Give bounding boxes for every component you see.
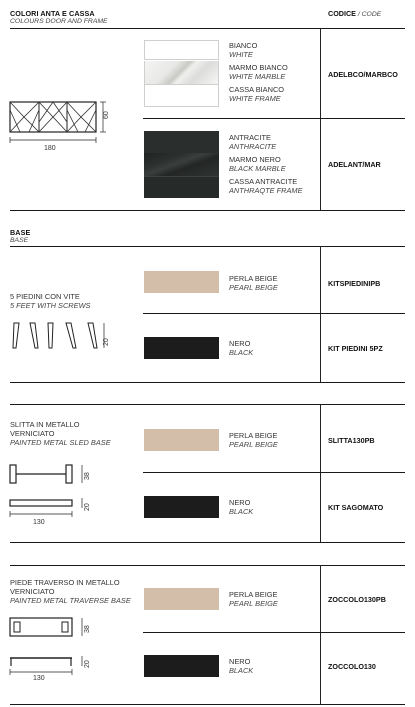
code-sep: / (355, 11, 362, 18)
feet-row-1-label (229, 274, 278, 292)
sled-top-rule (10, 404, 405, 405)
sled-row-2-label (229, 498, 253, 516)
label-en: WHITE MARBLE (229, 72, 286, 81)
sled-drawing (8, 462, 92, 528)
traverse-desc-en: PAINTED METAL TRAVERSE BASE (10, 596, 131, 605)
section-subtitle-colours: COLOURS DOOR AND FRAME (10, 18, 108, 25)
traverse-desc-it-2: VERNICIATO (10, 587, 55, 596)
feet-desc-en: 5 FEET WITH SCREWS (10, 301, 91, 310)
sled-row-1-label (229, 431, 278, 449)
feet-desc-it: 5 PIEDINI CON VITE (10, 292, 80, 301)
traverse-section-bottom-rule (10, 704, 405, 705)
sled-width-dim: 130 (33, 519, 45, 526)
code-white-group: ADELBCO/MARBCO (328, 70, 398, 79)
code-label: CODICE (328, 9, 356, 18)
traverse-width-dim: 130 (33, 675, 45, 682)
section-title-base: BASE (10, 228, 31, 237)
label-en: PEARL BEIGE (229, 440, 278, 449)
traverse-row-1-label (229, 590, 278, 608)
label-it: PERLA BEIGE (229, 590, 278, 599)
label-en: ANTHRAQTE FRAME (229, 186, 303, 195)
code-sled-black: KIT SAGOMATO (328, 503, 384, 512)
feet-drawing (8, 320, 108, 356)
sled-code-divider (320, 404, 321, 542)
code-traverse-beige: ZOCCOLO130PB (328, 595, 386, 604)
label-en: BLACK MARBLE (229, 164, 286, 173)
door-inner-rule (143, 118, 405, 119)
swatch-anthracite-frame (144, 176, 219, 198)
sled-inner-rule (143, 472, 405, 473)
label-en: BLACK (229, 348, 254, 357)
feet-height-dim: 20 (103, 338, 110, 346)
feet-section-bottom-rule (10, 382, 405, 383)
section-subtitle-base: BASE (10, 237, 29, 244)
swatch-black-marble (144, 153, 219, 176)
door-height-dim: 60 (103, 111, 110, 119)
swatch-pearl-beige (144, 429, 219, 451)
feet-row-2-label (229, 339, 253, 357)
label-it: ANTRACITE (229, 133, 271, 142)
sled-height-dim-1: 38 (84, 472, 91, 480)
code-feet-beige: KITSPIEDINIPB (328, 279, 381, 288)
swatch-anthracite (144, 131, 219, 153)
swatch-black (144, 337, 219, 359)
door-width-dim: 180 (44, 145, 56, 152)
header-rule (10, 28, 405, 29)
code-label-en: CODE (361, 11, 382, 18)
base-header-rule (10, 246, 405, 247)
traverse-height-dim-1: 38 (84, 625, 91, 633)
door-front-drawing (8, 100, 120, 160)
sled-desc-it-2: VERNICIATO (10, 429, 55, 438)
sled-desc-en: PAINTED METAL SLED BASE (10, 438, 111, 447)
traverse-top-rule (10, 565, 405, 566)
label-en: WHITE FRAME (229, 94, 281, 103)
traverse-code-divider (320, 565, 321, 705)
label-it: PERLA BEIGE (229, 431, 278, 440)
label-it: NERO (229, 657, 251, 666)
door-section-bottom-rule (10, 210, 405, 211)
code-dark-group: ADELANT/MAR (328, 160, 381, 169)
feet-inner-rule (143, 313, 405, 314)
label-it: PERLA BEIGE (229, 274, 278, 283)
label-it: NERO (229, 498, 251, 507)
label-it: BIANCO (229, 41, 258, 50)
label-it: CASSA BIANCO (229, 85, 285, 94)
traverse-height-dim-2: 20 (84, 660, 91, 668)
code-traverse-black: ZOCCOLO130 (328, 662, 376, 671)
label-en: PEARL BEIGE (229, 599, 278, 608)
label-it: MARMO NERO (229, 155, 281, 164)
traverse-row-2-label (229, 657, 253, 675)
section-title-colours: COLORI ANTA E CASSA (10, 9, 95, 18)
label-en: BLACK (229, 507, 254, 516)
swatch-white (144, 40, 219, 60)
label-en: PEARL BEIGE (229, 283, 278, 292)
sled-height-dim-2: 20 (84, 503, 91, 511)
swatch-white-frame (144, 84, 219, 107)
code-column-header (328, 9, 381, 18)
code-column-divider (320, 28, 321, 210)
traverse-inner-rule (143, 632, 405, 633)
traverse-drawing (8, 614, 92, 688)
label-it: CASSA ANTRACITE (229, 177, 298, 186)
swatch-black (144, 496, 219, 518)
swatch-pearl-beige (144, 271, 219, 293)
label-en: ANTHRACITE (229, 142, 277, 151)
label-en: WHITE (229, 50, 253, 59)
white-group-labels (229, 41, 288, 103)
sled-section-bottom-rule (10, 542, 405, 543)
code-feet-black: KIT PIEDINI 5PZ (328, 344, 383, 353)
swatch-white-marble (144, 61, 219, 84)
label-it: MARMO BIANCO (229, 63, 288, 72)
swatch-black (144, 655, 219, 677)
label-en: BLACK (229, 666, 254, 675)
sled-desc-it-1: SLITTA IN METALLO (10, 420, 80, 429)
swatch-pearl-beige (144, 588, 219, 610)
traverse-desc-it-1: PIEDE TRAVERSO IN METALLO (10, 578, 120, 587)
feet-code-divider (320, 246, 321, 382)
code-sled-beige: SLITTA130PB (328, 436, 375, 445)
label-it: NERO (229, 339, 251, 348)
dark-group-labels (229, 133, 303, 195)
